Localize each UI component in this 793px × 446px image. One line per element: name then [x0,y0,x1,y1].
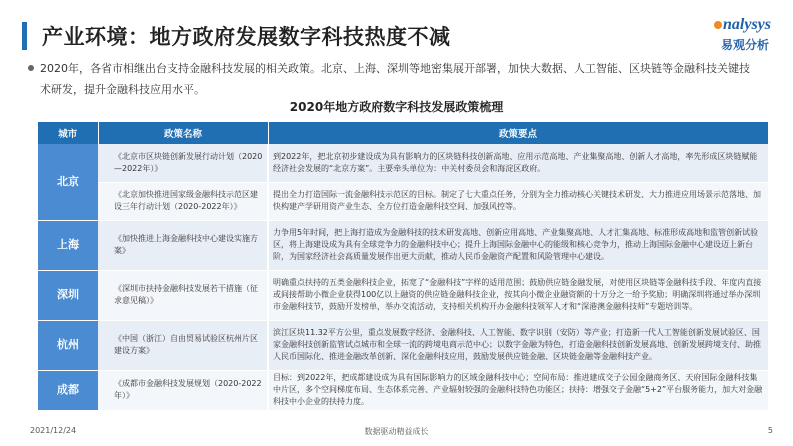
policy-name: 《加快推进上海金融科技中心建设实施方案》 [98,220,268,270]
policy-desc: 力争用5年时间，把上海打造成为金融科技的技术研发高地、创新应用高地、产业集聚高地、人才汇集高地、标准形成高地和监管创新试验区，将上海建设成为具有全球竞争力的金融科技中心；提升上海国际金融中心的能级和核心竞争力，推动上海国际金融中心建设迈上新台阶，为国家经济社会高质量发展作出更大贡献，推动人民币金融资产配置和风险管理中心建设。 [268,220,768,270]
city-beijing: 北京 [38,144,98,220]
bullet-icon [28,65,34,71]
table-row [38,370,768,410]
table-row [38,182,768,220]
city-hangzhou: 杭州 [38,320,98,370]
policy-table [38,122,769,411]
policy-desc: 提出全力打造国际一流金融科技示范区的目标。制定了七大重点任务，分别为全力推动核心关键技术研发、大力推进应用场景示范落地、加快构建产学研用资产业生态、全方位打造金融科技空间、加强风控等。 [268,182,768,220]
header-city: 城市 [38,122,98,144]
policy-name: 《北京市区块链创新发展行动计划（2020—2022年）》 [98,144,268,182]
analysys-logo [661,16,771,56]
header-policy-points: 政策要点 [268,122,768,144]
page-number: 5 [767,426,773,435]
table-title: 2020年地方政府数字科技发展政策梳理 [289,100,504,114]
policy-desc: 明确重点扶持的五类金融科技企业，拓宽了“金融科技”字样的适用范围；鼓励供应链金融发展，对使用区块链等金融科技手段、年度内直接或间接帮助小微企业获得100亿以上融资的供应链金融科技企业，按其向小微企业融资额的十万分之一给予奖励；明确深圳将通过举办深圳市金融科技节，鼓励开发榜单，举办交流活动，支持相关机构开办金融科技领军人才和“深港澳金融科技师”专题培训等。 [268,270,768,320]
header-policy-name: 政策名称 [98,122,268,144]
footer-date: 2021/12/24 [30,426,77,435]
logo-subtitle: 易观分析 [720,38,769,52]
city-shanghai: 上海 [38,220,98,270]
page-title: 产业环境：地方政府发展数字科技热度不减 [42,25,451,49]
table-row [38,144,768,182]
policy-desc: 目标：到2022年，把成都建设成为具有国际影响力的区域金融科技中心；空间布局：推进建成交子公园金融商务区、天府国际金融科技集中片区，多个空间梯度布局、生态体系完善、产业辐射较强的金融科技特色功能区；扶持：增强交子金融“5+2”平台服务能力，加大对金融科技中小企业的扶持力度。 [268,370,768,410]
intro-bullet-text: 2020年，各省市相继出台支持金融科技发展的相关政策。北京、上海、深圳等地密集展开部署，加快大数据、人工智能、区块链等金融科技关键技术研发，提升金融科技应用水平。 [40,62,750,96]
policy-name: 《中国（浙江）自由贸易试验区杭州片区建设方案》 [98,320,268,370]
table-header-row [38,122,768,144]
policy-desc: 滨江区块11.32平方公里，重点发展数字经济、金融科技、人工智能、数字识别（安防）等产业；打造新一代人工智能创新发展试验区、国家金融科技创新监管试点城市和全球一流的跨境电商示范中心；以数字金融为特色，打造金融科技创新发展高地、创新发展跨境支付、助推人民币国际化、推进金融改革创新、深化金融科技应用，鼓励发展供应链金融、区块链金融等金融科技产业。 [268,320,768,370]
intro-bullet [40,58,760,100]
table-row [38,270,768,320]
table-row [38,320,768,370]
city-chengdu: 成都 [38,370,98,410]
logo-dot-icon [714,21,722,29]
policy-name: 《北京加快推进国家级金融科技示范区建设三年行动计划（2020-2022年）》 [98,182,268,220]
logo-text: nalysys [723,16,771,33]
city-shenzhen: 深圳 [38,270,98,320]
policy-desc: 到2022年，把北京初步建设成为具有影响力的区块链科技创新高地、应用示范高地、产业集聚高地、创新人才高地，率先形成区块链赋能经济社会发展的“北京方案”。主要牵头单位为：中关村委员会和海淀区政府。 [268,144,768,182]
policy-name: 《成都市金融科技发展规划（2020-2022年）》 [98,370,268,410]
policy-name: 《深圳市扶持金融科技发展若干措施（征求意见稿）》 [98,270,268,320]
title-accent-bar [22,22,27,50]
footer-slogan: 数据驱动精益成长 [364,427,429,436]
table-row [38,220,768,270]
